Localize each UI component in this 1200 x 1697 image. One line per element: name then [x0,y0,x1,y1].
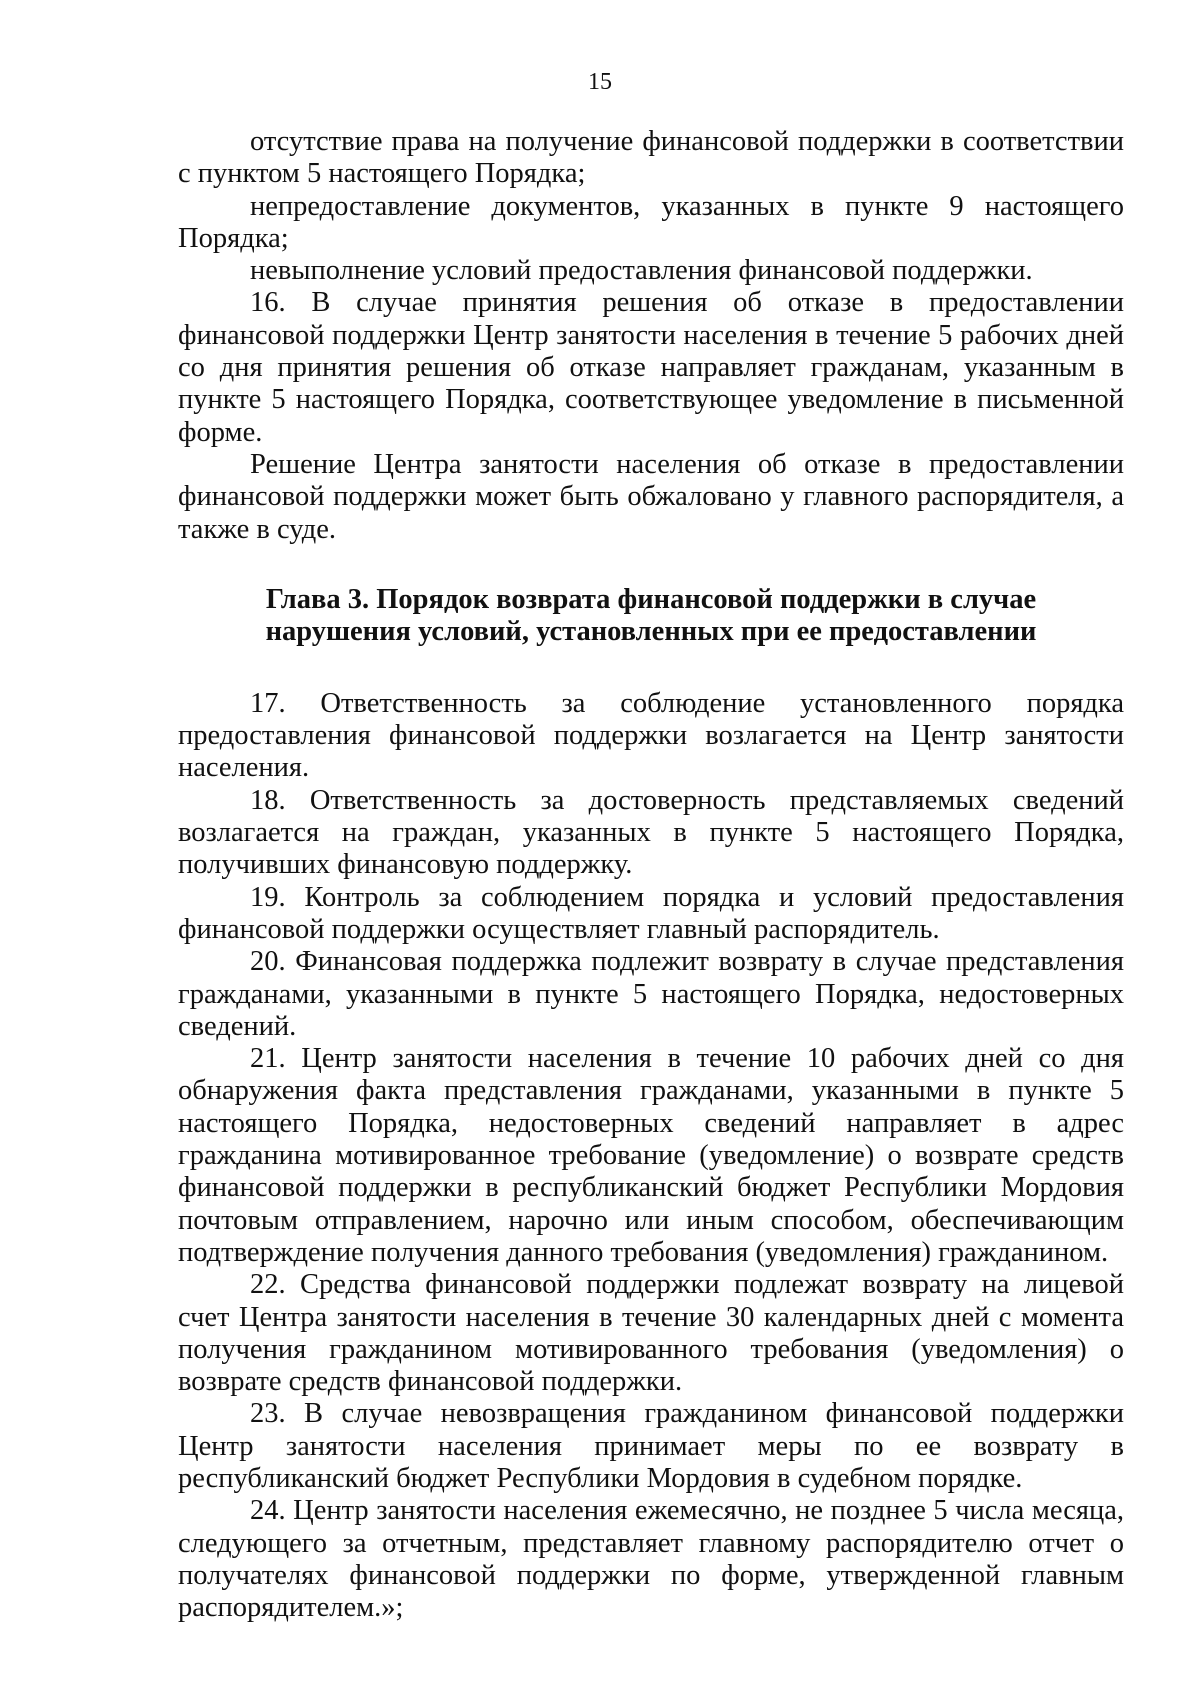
page-number: 15 [588,69,612,95]
paragraph-item-16: 16. В случае принятия решения об отказе в предоставлении финансовой поддержки Центр занятости населения в течение 5 рабочих дней со дня принятия решения об отказе направляет гражданам, указанным в пункте 5 настоящего Порядка, соответствующее уведомление в письменной форме. [178,287,1124,448]
paragraph-item-19: 19. Контроль за соблюдением порядка и условий предоставления финансовой поддержки осуществляет главный распорядитель. [178,881,1124,945]
chapter-heading-line-2: нарушения условий, установленных при ее предоставлении [265,615,1037,647]
paragraph-item-20: 20. Финансовая поддержка подлежит возврату в случае представления гражданами, указанными в пункте 5 настоящего Порядка, недостоверных сведений. [178,946,1124,1042]
chapter-heading [178,584,1124,648]
paragraph-item-23: 23. В случае невозвращения гражданином финансовой поддержки Центр занятости населения принимает меры по ее возврату в республиканский бюджет Республики Мордовия в судебном порядке. [178,1398,1124,1494]
paragraph-item-21: 21. Центр занятости населения в течение 10 рабочих дней со дня обнаружения факта представления гражданами, указанными в пункте 5 настоящего Порядка, недостоверных сведений направляет в адрес гражданина мотивированное требование (уведомление) о возврате средств финансовой поддержки в республиканский бюджет Республики Мордовия почтовым отправлением, нарочно или иным способом, обеспечивающим подтверждение получения данного требования (уведомления) гражданином. [178,1043,1124,1268]
document-body [178,126,1124,1624]
chapter-heading-line-1: Глава 3. Порядок возврата финансовой поддержки в случае [265,583,1037,615]
paragraph-no-documents: непредоставление документов, указанных в пункте 9 настоящего Порядка; [178,190,1124,254]
paragraph-item-24: 24. Центр занятости населения ежемесячно, не позднее 5 числа месяца, следующего за отчетным, представляет главному распорядителю отчет о получателях финансовой поддержки по форме, утвержденной главным распорядителем.»; [178,1495,1124,1624]
paragraph-no-right: отсутствие права на получение финансовой поддержки в соответствии с пунктом 5 настоящего Порядка; [178,126,1124,190]
paragraph-appeal: Решение Центра занятости населения об отказе в предоставлении финансовой поддержки может быть обжаловано у главного распорядителя, а также в суде. [178,448,1124,545]
paragraph-item-22: 22. Средства финансовой поддержки подлежат возврату на лицевой счет Центра занятости населения в течение 30 календарных дней с момента получения гражданином мотивированного требования (уведомления) о возврате средств финансовой поддержки. [178,1269,1124,1398]
paragraph-item-17: 17. Ответственность за соблюдение установленного порядка предоставления финансовой поддержки возлагается на Центр занятости населения. [178,687,1124,784]
paragraph-conditions-not-met: невыполнение условий предоставления финансовой поддержки. [250,255,1033,287]
paragraph-item-18: 18. Ответственность за достоверность представляемых сведений возлагается на граждан, указанных в пункте 5 настоящего Порядка, получивших финансовую поддержку. [178,784,1124,881]
